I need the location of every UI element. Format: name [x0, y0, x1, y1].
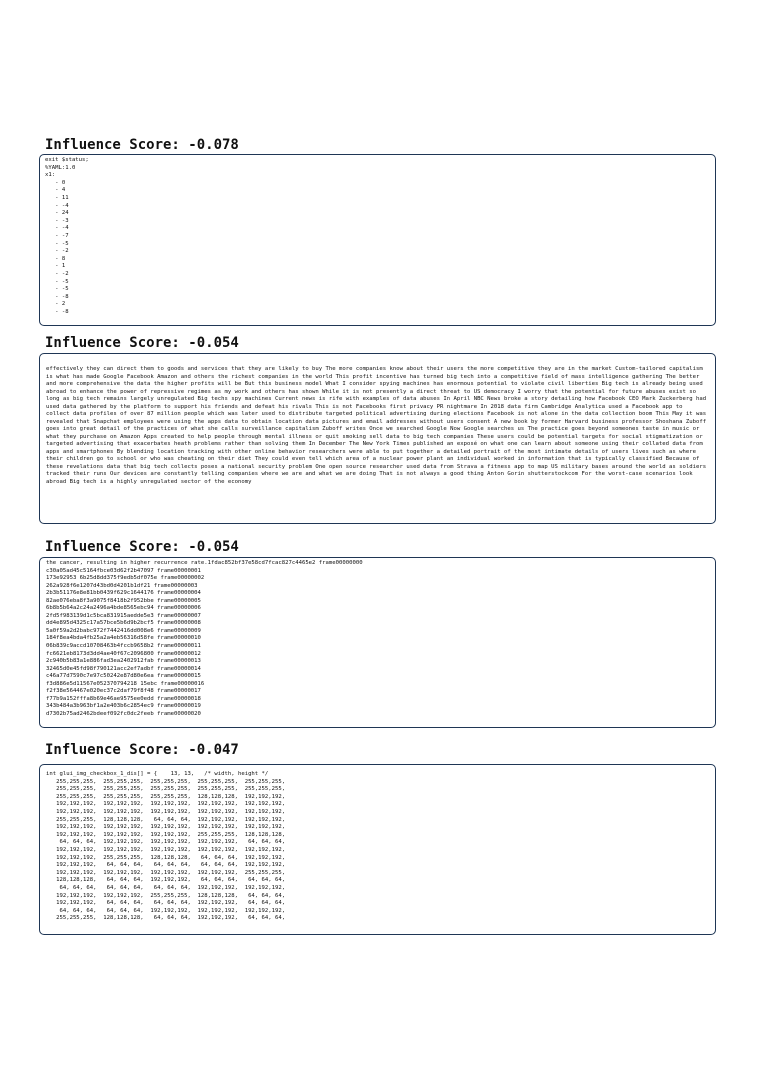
influence-score-heading-2: Influence Score: -0.054 [45, 335, 239, 351]
code-content-hash-frames: the cancer, resulting in higher recurrence rate.1fdac852bf37e58cd7fcac827c4465e2 frame00000000 c30a05ad45c5164fbce03d62f2b47097 frame00000001 173e92953 6b25d8dd375f9edb5df075e frame00000002 262a928f6e1207d43bd0d4201b1df21 frame00000003 2b3b51176e8e81bb0439f629c1644176 frame00000004 82ae076eba8f3a9075f8418b2f952bbe frame00000005 6b8b5b64a2c24a2496a4bde8565ebc94 frame00000006 2fd5f983139d1c5bca831915aedde5e3 frame00000007 dd4e895d4325c17a57bce5b6d9b2bcf5 frame00000008 5a0f59a2d2babc972f7442416dd008e6 frame00000009 184f8ea4bda4fb25a2a4eb56316d58fe frame00000010 06b839c9accd10708463b4fccb9658b2 frame00000011 fc6621eb8173d3dd4ae40f67c2096800 frame00000012 2c940b5b83a1e886fad3ea2402912fab frame00000013 32465d0e45fd98f790121acc2ef7adbf frame00000014 c46a77d7590c7e97c50242e87d80e6ea frame00000015 f3d886e5d11567e052370794218 15ebc frame00000016 f2f38e564467e020ec37c2daf79f8f48 frame00000017 f77b9a152fffa8b69e46ae9575ee0edd frame00000018 343b484a3b963bf1a2e403b6c2854ec9 frame00000019 d7302b75ad2462bdeef092fc0dc2feeb frame00000020 [46, 560, 363, 717]
article-text: effectively they can direct them to goods and services that they are likely to buy The more companies know about their users the more competitive they are in the market Custom-tailored capitalism is what has made Google Facebook Amazon and others the richest companies in the world This profit incentive has turned big tech into a competitive field of mass intelligence gathering The better and more comprehensive the data the higher profits will be But this business model What I consider spying machines has enormous potential to violate civil liberties Big tech is already being used abroad to enhance the power of repressive regimes as my work and others has shown While it is not presently a direct threat to US democracy I worry that the potential for future abuses exist so long as big tech remains largely unregulated Big techs spy machines Current news is rife with examples of data abuses In April NBC News broke a story detailing how Facebook CEO Mark Zuckerberg had used data gathered by the platform to support his friends and defeat his rivals This is not Facebooks first privacy PR nightmare In 2018 data firm Cambridge Analytica used a Facebook app to collect data profiles of over 87 million people which was later used to distribute targeted political advertising during elections Facebook is not alone in the data collection boom This May it was revealed that Snapchat employees were using the apps data to obtain location data pictures and email addresses without users consent A new book by former Harvard business professor Shoshana Zuboff goes into great detail of the practices of what she calls surveillance capitalism Zuboff writes Once we searched Google Now Google searches us The practice goes beyond someones taste in music or what they purchase on Amazon Apps created to help people through mental illness or quit smoking sell data to big tech companies These users could be potential targets for social stigmatization or targeted advertising that exacerbates heath problems rather than solving them In December The New York Times published an exposé on what one can learn about someone using their collated data from apps and smartphones By blending location tracking with other online behavior researchers were able to put together a detailed portrait of the most intimate details of users lives such as where their children go to school or who was cheating on their diet They could even tell which area of a nuclear power plant an individual worked in information that is typically classified Because of these revelations data that big tech collects poses a national security problem One open source researcher used data from Strava a fitness app to map US military bases around the world as soldiers tracked their runs Our devices are constantly telling companies where we are and what we are doing That is not always a good thing Anton Gorin shutterstockcom For the worst-case scenarios look abroad Big tech is a highly unregulated sector of the economy [46, 366, 707, 485]
text-block-article [39, 353, 716, 524]
code-content-checkbox-image: int glui_img_checkbox_1_dis[] = { 13, 13, /* width, height */ 255,255,255, 255,255,255, 255,255,255, 255,255,255, 255,255,255, 255,255,255, 255,255,255, 255,255,255, 255,255,255, 255,255,255, 255,255,255, 255,255,255, 255,255,255, 128,128,128, 192,192,192, 192,192,192, 192,192,192, 192,192,192, 192,192,192, 192,192,192, 192,192,192, 192,192,192, 192,192,192, 192,192,192, 192,192,192, 255,255,255, 128,128,128, 64, 64, 64, 192,192,192, 192,192,192, 192,192,192, 192,192,192, 192,192,192, 192,192,192, 192,192,192, 192,192,192, 192,192,192, 192,192,192, 255,255,255, 128,128,128, 64, 64, 64, 192,192,192, 192,192,192, 192,192,192, 64, 64, 64, 192,192,192, 192,192,192, 192,192,192, 192,192,192, 192,192,192, 192,192,192, 255,255,255, 128,128,128, 64, 64, 64, 192,192,192, 192,192,192, 64, 64, 64, 64, 64, 64, 64, 64, 64, 192,192,192, 192,192,192, 192,192,192, 192,192,192, 192,192,192, 255,255,255, 128,128,128, 64, 64, 64, 192,192,192, 64, 64, 64, 64, 64, 64, 64, 64, 64, 64, 64, 64, 64, 64, 64, 192,192,192, 192,192,192, 192,192,192, 192,192,192, 255,255,255, 128,128,128, 64, 64, 64, 192,192,192, 64, 64, 64, 64, 64, 64, 192,192,192, 64, 64, 64, 64, 64, 64, 64, 64, 64, 192,192,192, 192,192,192, 192,192,192, 255,255,255, 128,128,128, 64, 64, 64, 192,192,192, 64, 64, 64, [46, 771, 286, 922]
influence-score-heading-1: Influence Score: -0.078 [45, 137, 239, 153]
influence-score-heading-4: Influence Score: -0.047 [45, 742, 239, 758]
influence-score-heading-3: Influence Score: -0.054 [45, 539, 239, 555]
code-block-yaml [39, 154, 716, 326]
code-content-yaml: exit $status; %YAML:1.0 x1: - 0 - 4 - 11 - -4 - 24 - -3 - -4 - -7 - -5 - -2 - 8 - 1 - -2 - -5 - -5 - -8 - 2 - -8 [45, 157, 89, 315]
code-block-hash-frames [39, 557, 716, 728]
code-block-checkbox-image [39, 764, 716, 935]
